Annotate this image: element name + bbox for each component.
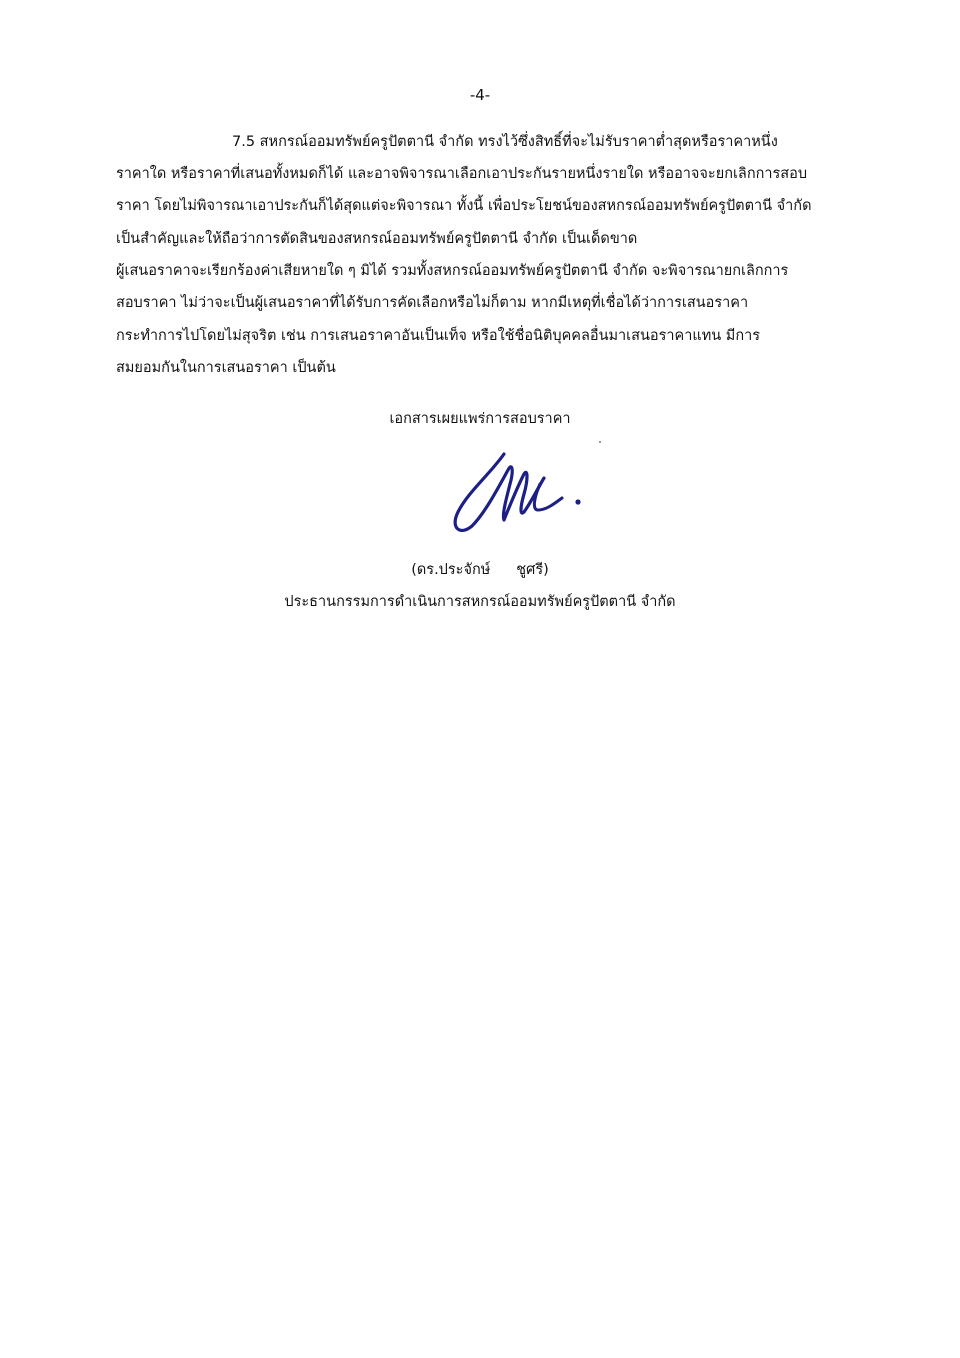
paragraph-line-1: 7.5 สหกรณ์ออมทรัพย์ครูปัตตานี จำกัด ทรงไว้ซึ่งสิทธิ์ที่จะไม่รับราคาต่ำสุดหรือราคาหนึ่ง xyxy=(232,134,778,150)
page-number: -4- xyxy=(469,86,491,104)
paragraph-line-2: ราคาใด หรือราคาที่เสนอทั้งหมดก็ได้ และอาจพิจารณาเลือกเอาประกันรายหนึ่งรายใด หรืออาจจะยกเลิกการสอบ xyxy=(116,166,808,182)
signature-icon xyxy=(420,440,620,552)
paragraph-line-6: สอบราคา ไม่ว่าจะเป็นผู้เสนอราคาที่ได้รับการคัดเลือกหรือไม่ก็ตาม หากมีเหตุที่เชื่อได้ว่าการเสนอราคา xyxy=(116,295,749,311)
paragraph-line-3: ราคา โดยไม่พิจารณาเอาประกันก็ได้สุดแต่จะพิจารณา ทั้งนี้ เพื่อประโยชน์ของสหกรณ์ออมทรัพย์ครูปัตตานี จำกัด xyxy=(116,198,812,214)
signatory-name-last: ชูศรี) xyxy=(516,562,549,578)
notice-label: เอกสารเผยแพร่การสอบราคา xyxy=(389,411,571,427)
paragraph-line-4: เป็นสำคัญและให้ถือว่าการตัดสินของสหกรณ์ออมทรัพย์ครูปัตตานี จำกัด เป็นเด็ดขาด xyxy=(116,231,638,247)
signatory-name xyxy=(0,560,960,580)
signatory-name-first: (ดร.ประจักษ์ xyxy=(411,562,491,578)
paragraph-line-5: ผู้เสนอราคาจะเรียกร้องค่าเสียหายใด ๆ มิได้ รวมทั้งสหกรณ์ออมทรัพย์ครูปัตตานี จำกัด จะพิจารณายกเลิกการ xyxy=(116,263,789,279)
paragraph-line-7: กระทำการไปโดยไม่สุจริต เช่น การเสนอราคาอันเป็นเท็จ หรือใช้ชื่อนิติบุคคลอื่นมาเสนอราคาแทน มีการ xyxy=(116,328,761,344)
signatory-position: ประธานกรรมการดำเนินการสหกรณ์ออมทรัพย์ครูปัตตานี จำกัด xyxy=(284,594,676,610)
paragraph-line-8: สมยอมกันในการเสนอราคา เป็นต้น xyxy=(116,360,336,376)
